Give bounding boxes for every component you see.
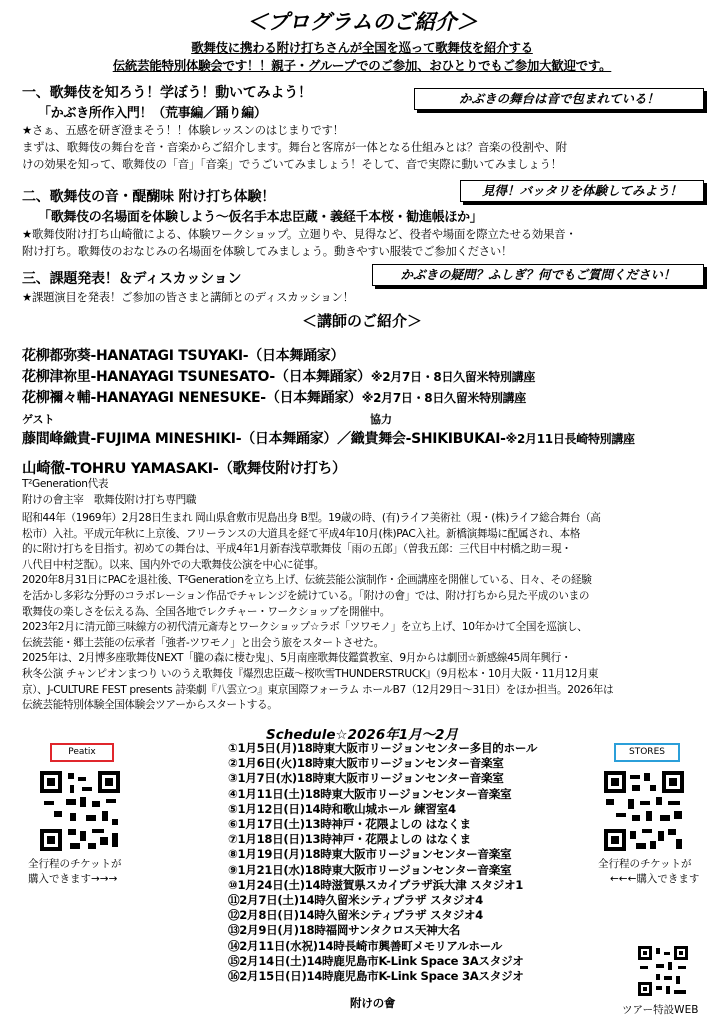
schedule-item: ①1月5日(月)18時東大阪市リージョンセンター多目的ホール	[228, 741, 538, 755]
cooperation-label: 協力	[370, 413, 392, 426]
tour-web-qr-code[interactable]	[638, 946, 688, 996]
section2-line2: 附け打ち。歌舞伎のおなじみの名場面を体験してみましょう。動きやすい服装でご参加ください！	[22, 244, 513, 258]
section3-callout: かぶきの疑問？ふしぎ？何でもご質問ください！	[372, 264, 704, 286]
program-intro-line1: 歌舞伎に携わる附け打ちさんが全国を巡って歌舞伎を紹介する	[191, 40, 533, 55]
program-title: ＜プログラムのご紹介＞	[246, 10, 478, 34]
section1-heading: 一、歌舞伎を知ろう！学ぼう！動いてみよう！	[22, 85, 312, 101]
schedule-footer: 附けの會	[350, 996, 396, 1010]
main-instructor-role2: 附けの會主宰 歌舞伎附け打ち専門職	[22, 494, 197, 506]
section3-line1: ★課題演目を発表！ご参加の皆さまと講師とのディスカッション！	[22, 290, 354, 304]
schedule-title: Schedule☆2026年1月～2月	[265, 727, 458, 743]
schedule-item: ⑮2月14日(土)14時鹿児島市K-Link Space 3Aスタジオ	[228, 953, 524, 968]
bio-line: 松市）入社。平成元年秋に上京後、フリーランスの大道具を経て平成4年10月(株)PAC入社。新橋演舞場に配属され、本格	[22, 527, 580, 540]
bio-line: 秋冬公演 チャンピオンまつり いのうえ歌舞伎『爆烈忠臣蔵～桜吹雪THUNDERSTRUCK』（9月松本・10月大阪・11月12月東	[22, 667, 599, 680]
main-instructor-bio	[22, 511, 613, 714]
guest-note: ※2月11日長崎特別講座	[505, 432, 635, 446]
schedule-item: ⑬2月9日(月)18時福岡サンタクロス天神大名	[228, 923, 461, 938]
main-instructor-role1: T²Generation代表	[22, 478, 109, 490]
schedule-item: ⑤1月12日(日)14時和歌山城ホール 練習室4	[228, 801, 456, 816]
section2-heading: 二、歌舞伎の音・醍醐味 附け打ち体験！	[22, 189, 276, 205]
bio-line: 2020年8月31日にPACを退社後、T²Generationを立ち上げ、伝統芸能公演制作・企画講座を開催している、日々、その経験	[22, 574, 592, 587]
bio-line: 八代目中村芝翫）。以来、国内外での大歌舞伎公演を中心に従事。	[22, 558, 325, 571]
bio-line: 2023年2月に清元節三味線方の初代清元斎寿とワークショップ☆ラボ「ツワモノ」を立ち上げ、10年かけて全国を巡演し、	[22, 621, 588, 634]
bio-line: を活かし多彩な分野のコラボレーション作品でチャレンジを続けている。「附けの會」では、附け打ちから見た平成のいまの	[22, 589, 590, 602]
program-intro-line2: 伝統芸能特別体験会です！！親子・グループでのご参加、おひとりでもご参加大歓迎です。	[112, 58, 612, 73]
schedule-item: ⑭2月11日(水祝)14時長崎市興善町メモリアルホール	[228, 938, 503, 953]
schedule-item: ⑨1月21日(水)18時東大阪市リージョンセンター音楽室	[228, 862, 512, 877]
section3-heading: 三、課題発表！＆ディスカッション	[22, 271, 242, 287]
section2-subheading: 「歌舞伎の名場面を体験しよう～仮名手本忠臣蔵・義経千本桜・勧進帳ほか」	[38, 210, 483, 225]
section2-callout: 見得！バッタリを体験してみよう！	[460, 180, 704, 202]
schedule-item: ⑫2月8日(日)14時久留米シティプラザ スタジオ4	[228, 908, 483, 923]
stores-text1: 全行程のチケットが	[598, 858, 692, 870]
instructor-name-3: 花柳禰々輔-HANAYAGI NENESUKE-（日本舞踊家）※2月7日・8日久留米特別講座	[22, 390, 526, 406]
schedule-item: ④1月11日(土)18時東大阪市リージョンセンター音楽室	[228, 786, 512, 801]
schedule-item: ⑪2月7日(土)14時久留米シティプラザ スタジオ4	[228, 893, 483, 908]
schedule-item: ③1月7日(水)18時東大阪市リージョンセンター音楽室	[228, 771, 504, 786]
stores-qr-code[interactable]	[604, 771, 684, 851]
schedule-item: ⑩1月24日(土)14時滋賀県スカイプラザ浜大津 スタジオ1	[228, 877, 524, 892]
section1-subheading: 「かぶき所作入門！（荒事編／踊り編）	[38, 106, 267, 121]
schedule-list	[228, 741, 537, 984]
instructors-title: ＜講師のご紹介＞	[301, 312, 422, 330]
bio-line: 伝統芸能特別体験全国体験会ツアーからスタートする。	[22, 699, 278, 712]
stores-tag[interactable]: STORES	[614, 743, 680, 762]
section1-callout: かぶきの舞台は音で包まれている！	[414, 88, 704, 110]
guest-name: 藤間峰織貴-FUJIMA MINESHIKI-（日本舞踊家）／織貴舞会-SHIKIBUKAI-※2月11日長崎特別講座	[22, 431, 635, 447]
peatix-text1: 全行程のチケットが	[28, 858, 122, 870]
section1-line3: けの効果を知って、歌舞伎の「音」「音楽」でうごいてみましょう！そして、音で実際に動いてみましょう！	[22, 157, 562, 171]
main-instructor-name: 山崎徹-TOHRU YAMASAKI-（歌舞伎附け打ち）	[22, 461, 347, 477]
schedule-item: ⑯2月15日(日)14時鹿児島市K-Link Space 3Aスタジオ	[228, 969, 524, 984]
schedule-item: ⑦1月18日(日)13時神戸・花隈よしの はなくま	[228, 832, 471, 847]
peatix-qr-code[interactable]	[40, 771, 120, 851]
bio-line: 2025年は、2月博多座歌舞伎NEXT「朧の森に棲む鬼」、5月南座歌舞伎鑑賞教室、9月からは劇団☆新感線45周年興行・	[22, 652, 572, 665]
section2-line1: ★歌舞伎附け打ち山崎徹による、体験ワークショップ。立廻りや、見得など、役者や場面を際立たせる効果音・	[22, 227, 577, 241]
bio-line: 伝統芸能・郷土芸能の伝承者「強者-ツワモノ」と出会う旅をスタートさせた。	[22, 636, 384, 649]
guest-label: ゲスト	[22, 413, 55, 426]
bio-line: 歌舞伎の楽しさを伝える為、全国各地でレクチャー・ワークショップを開催中。	[22, 605, 391, 618]
instructor-name-2: 花柳津祢里-HANAYAGI TSUNESATO-（日本舞踊家）※2月7日・8日久留米特別講座	[22, 369, 536, 385]
section1-line1: ★さぁ、五感を研ぎ澄まそう！！体験レッスンのはじまりです！	[22, 123, 344, 137]
bio-line: 京）、J-CULTURE FEST presents 詩楽劇『八雲立つ』東京国際フォーラム ホールB7（12月29日～31日）をほか担当。2026年は	[22, 683, 614, 696]
stores-qr-icon	[604, 771, 684, 851]
schedule-item: ⑥1月17日(土)13時神戸・花隈よしの はなくま	[228, 817, 471, 832]
bio-line: 的に附け打ちを目指す。初めての舞台は、平成4年1月新春浅草歌舞伎「雨の五郎」（曽我五郎：三代目中村橋之助＝現・	[22, 543, 572, 556]
instructor-name-1: 花柳都弥葵-HANATAGI TSUYAKI-（日本舞踊家）	[22, 348, 345, 364]
tour-web-qr-icon	[638, 946, 688, 996]
section1-line2: まずは、歌舞伎の舞台を音・音楽からご紹介します。舞台と客席が一体となる仕組みとは？音楽の役割や、附	[22, 140, 567, 154]
bio-line: 昭和44年（1969年）2月28日生まれ 岡山県倉敷市児島出身 B型。19歳の時、(有)ライフ美術社（現・(株)ライフ総合舞台（高	[22, 512, 601, 524]
peatix-qr-icon	[40, 771, 120, 851]
tour-web-label: ツアー特設WEB	[622, 1004, 699, 1016]
instructor-note-2: ※2月7日・8日久留米特別講座	[370, 370, 536, 384]
stores-text2: ←←←購入できます	[610, 873, 700, 885]
peatix-tag[interactable]: Peatix	[50, 743, 114, 762]
schedule-item: ⑧1月19日(月)18時東大阪市リージョンセンター音楽室	[228, 847, 512, 862]
instructor-note-3: ※2月7日・8日久留米特別講座	[361, 391, 526, 405]
peatix-text2: 購入できます→→→	[28, 873, 118, 885]
schedule-item: ②1月6日(火)18時東大阪市リージョンセンター音楽室	[228, 756, 504, 771]
